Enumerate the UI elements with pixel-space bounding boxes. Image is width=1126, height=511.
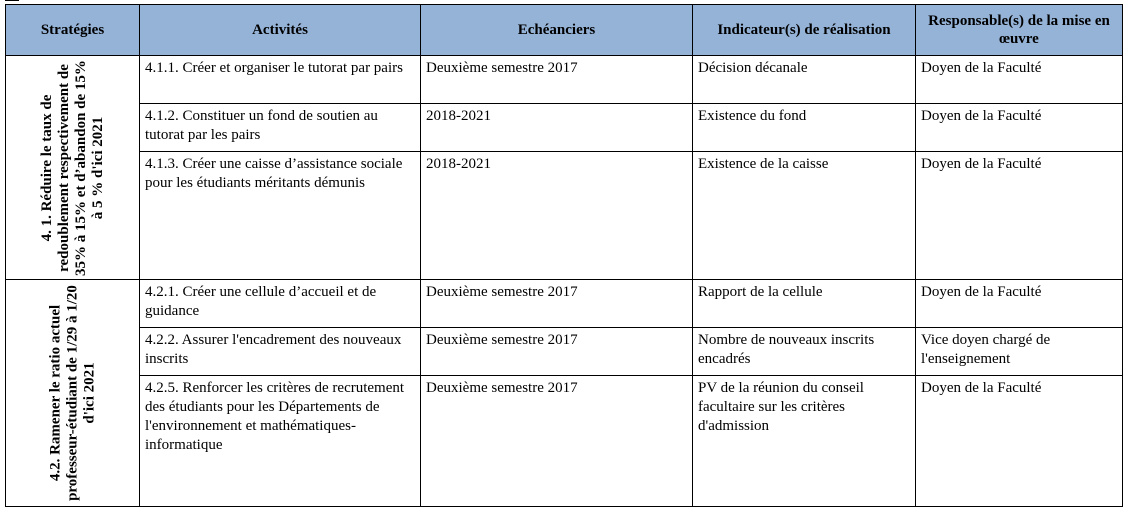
indicator-cell: Existence du fond: [693, 104, 916, 152]
responsible-cell: Doyen de la Faculté: [916, 152, 1123, 280]
strategy-cell-4-2: [6, 280, 140, 507]
activity-cell: 4.2.1. Créer une cellule d’accueil et de guidance: [140, 280, 421, 328]
indicator-cell: Décision décanale: [693, 56, 916, 104]
header-activities: Activités: [140, 5, 421, 56]
strategy-table: [5, 4, 1123, 507]
indicator-cell: Existence de la caisse: [693, 152, 916, 280]
strategy-text: 4. 1. Réduire le taux de redoublement respectivement de 35% à 15% et d’abandon de 15% à 5 % d'ici 2021: [38, 59, 106, 276]
table-row: [6, 152, 1123, 280]
header-schedules: Echéanciers: [421, 5, 693, 56]
header-strategies: Stratégies: [6, 5, 140, 56]
responsible-cell: Doyen de la Faculté: [916, 104, 1123, 152]
strategy-cell-4-1: [6, 56, 140, 280]
table-row: [6, 376, 1123, 507]
header-responsibles: Responsable(s) de la mise en œuvre: [916, 5, 1123, 56]
activity-cell: 4.2.5. Renforcer les critères de recrutement des étudiants pour les Départements de l'environnement et mathématiques-informatique: [140, 376, 421, 507]
table-row: [6, 56, 1123, 104]
responsible-cell: Doyen de la Faculté: [916, 376, 1123, 507]
indicator-cell: PV de la réunion du conseil facultaire sur les critères d'admission: [693, 376, 916, 507]
table-row: [6, 104, 1123, 152]
responsible-cell: Vice doyen chargé de l'enseignement: [916, 328, 1123, 376]
header-indicators: Indicateur(s) de réalisation: [693, 5, 916, 56]
schedule-cell: Deuxième semestre 2017: [421, 56, 693, 104]
strategy-text: 4.2. Ramener le ratio actuel professeur-étudiant de 1/29 à 1/20 d'ici 2021: [47, 285, 97, 501]
activity-cell: 4.1.1. Créer et organiser le tutorat par pairs: [140, 56, 421, 104]
indicator-cell: Rapport de la cellule: [693, 280, 916, 328]
schedule-cell: Deuxième semestre 2017: [421, 376, 693, 507]
indicator-cell: Nombre de nouveaux inscrits encadrés: [693, 328, 916, 376]
table-header-row: [6, 5, 1123, 56]
responsible-cell: Doyen de la Faculté: [916, 56, 1123, 104]
schedule-cell: Deuxième semestre 2017: [421, 280, 693, 328]
schedule-cell: 2018-2021: [421, 104, 693, 152]
document-page: [5, 0, 1122, 511]
schedule-cell: Deuxième semestre 2017: [421, 328, 693, 376]
responsible-cell: Doyen de la Faculté: [916, 280, 1123, 328]
table-row: [6, 328, 1123, 376]
table-row: [6, 280, 1123, 328]
activity-cell: 4.1.3. Créer une caisse d’assistance sociale pour les étudiants méritants démunis: [140, 152, 421, 280]
schedule-cell: 2018-2021: [421, 152, 693, 280]
activity-cell: 4.1.2. Constituer un fond de soutien au tutorat par les pairs: [140, 104, 421, 152]
activity-cell: 4.2.2. Assurer l'encadrement des nouveaux inscrits: [140, 328, 421, 376]
